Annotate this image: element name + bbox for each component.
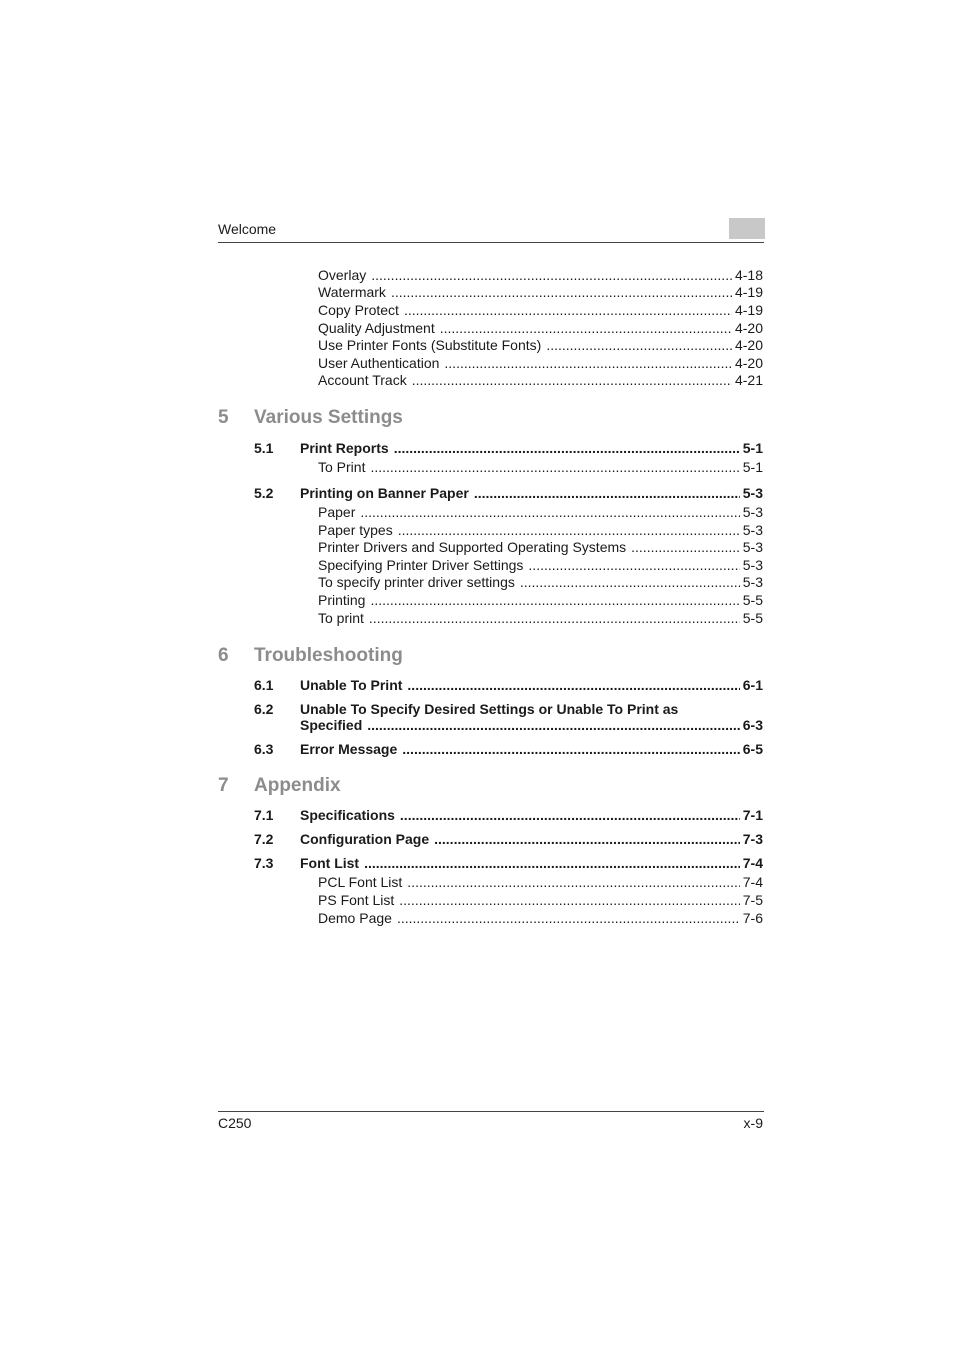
toc-section[interactable] <box>0 854 954 872</box>
toc-entry-title: User Authentication <box>318 355 440 371</box>
toc-entry-title: Printer Drivers and Supported Operating Systems <box>318 539 627 555</box>
toc-entry[interactable] <box>0 591 954 609</box>
toc-entry-title: To print <box>318 610 364 626</box>
toc-entry-page: 5-3 <box>742 522 763 538</box>
footer-model: C250 <box>218 1115 252 1131</box>
section-title: Unable To Print <box>300 677 403 693</box>
section-number: 6.3 <box>254 741 274 757</box>
toc-section[interactable] <box>0 676 954 694</box>
toc-entry-page: 4-18 <box>734 267 763 283</box>
section-title: Print Reports <box>300 440 389 456</box>
section-number: 6.1 <box>254 677 274 693</box>
toc-entry-page: 7-6 <box>742 910 763 926</box>
toc-section[interactable] <box>0 806 954 824</box>
toc-entry-title: Use Printer Fonts (Substitute Fonts) <box>318 337 542 353</box>
toc-entry-page: 5-5 <box>742 592 763 608</box>
toc-entry-title: Overlay <box>318 267 367 283</box>
chapter-number: 5 <box>218 407 229 428</box>
section-number: 6.2 <box>254 701 274 717</box>
toc-entry-title: PCL Font List <box>318 874 403 890</box>
toc-entry-title: Account Track <box>318 372 407 388</box>
toc-entry[interactable] <box>0 573 954 591</box>
chapter-title: Various Settings <box>254 407 403 428</box>
toc-entry-title: Demo Page <box>318 910 392 926</box>
toc-section[interactable] <box>0 484 954 502</box>
toc-entry-title: Specifying Printer Driver Settings <box>318 557 524 573</box>
section-number: 7.2 <box>254 831 274 847</box>
chapter-number: 7 <box>218 775 229 796</box>
toc-entry-page: 7-5 <box>742 892 763 908</box>
toc-entry[interactable] <box>0 538 954 556</box>
toc-entry-title: Printing <box>318 592 366 608</box>
chapter-number: 6 <box>218 645 229 666</box>
toc-entry-page: 5-3 <box>742 539 763 555</box>
toc-entry-page: 5-3 <box>742 574 763 590</box>
toc-entry-title: Quality Adjustment <box>318 320 435 336</box>
toc-entry[interactable] <box>0 371 954 389</box>
section-page: 7-4 <box>742 855 763 871</box>
section-page: 7-3 <box>742 831 763 847</box>
toc-entry-title: To specify printer driver settings <box>318 574 515 590</box>
toc-entry-title: Copy Protect <box>318 302 399 318</box>
section-title: Specifications <box>300 807 395 823</box>
section-title-line2: Specified <box>300 717 363 733</box>
section-page: 6-3 <box>742 717 763 733</box>
toc-section-continued[interactable] <box>0 716 954 734</box>
toc-entry-title: Watermark <box>318 284 386 300</box>
section-title: Error Message <box>300 741 398 757</box>
toc-entry-page: 5-1 <box>742 459 763 475</box>
footer-rule <box>218 1111 764 1112</box>
toc-entry[interactable] <box>0 873 954 891</box>
toc-entry[interactable] <box>0 909 954 927</box>
toc-section[interactable] <box>0 439 954 457</box>
toc-entry[interactable] <box>0 336 954 354</box>
toc-entry-title: To Print <box>318 459 366 475</box>
toc-entry-page: 4-21 <box>734 372 763 388</box>
toc-entry-page: 5-3 <box>742 504 763 520</box>
toc-entry[interactable] <box>0 283 954 301</box>
toc-section[interactable] <box>0 740 954 758</box>
section-title: Configuration Page <box>300 831 430 847</box>
header-rule <box>218 242 764 243</box>
chapter-title: Troubleshooting <box>254 645 403 666</box>
section-number: 7.3 <box>254 855 274 871</box>
section-number: 7.1 <box>254 807 274 823</box>
section-number: 5.2 <box>254 485 274 501</box>
section-title-line1: Unable To Specify Desired Settings or Unable To Print as <box>300 701 679 717</box>
toc-section[interactable] <box>0 830 954 848</box>
header-tab-marker <box>729 218 765 239</box>
toc-entry-page: 4-20 <box>734 320 763 336</box>
toc-entry-page: 4-20 <box>734 355 763 371</box>
toc-entry[interactable] <box>0 458 954 476</box>
section-title: Font List <box>300 855 360 871</box>
toc-entry-page: 5-3 <box>742 557 763 573</box>
toc-entry[interactable] <box>0 556 954 574</box>
toc-entry-page: 4-19 <box>734 302 763 318</box>
toc-entry-page: 7-4 <box>742 874 763 890</box>
toc-entry-title: PS Font List <box>318 892 395 908</box>
section-page: 5-3 <box>742 485 763 501</box>
toc-entry[interactable] <box>0 521 954 539</box>
toc-entry[interactable] <box>0 301 954 319</box>
chapter-title: Appendix <box>254 775 341 796</box>
section-number: 5.1 <box>254 440 274 456</box>
toc-entry[interactable] <box>0 266 954 284</box>
section-page: 7-1 <box>742 807 763 823</box>
toc-entry-page: 4-20 <box>734 337 763 353</box>
section-page: 6-5 <box>742 741 763 757</box>
section-page: 5-1 <box>742 440 763 456</box>
toc-entry-title: Paper types <box>318 522 393 538</box>
toc-entry[interactable] <box>0 354 954 372</box>
section-title: Printing on Banner Paper <box>300 485 469 501</box>
toc-entry-page: 4-19 <box>734 284 763 300</box>
toc-entry[interactable] <box>0 609 954 627</box>
section-page: 6-1 <box>742 677 763 693</box>
toc-entry-page: 5-5 <box>742 610 763 626</box>
toc-entry[interactable] <box>0 503 954 521</box>
toc-entry[interactable] <box>0 891 954 909</box>
toc-entry-title: Paper <box>318 504 356 520</box>
footer-page-number: x-9 <box>743 1115 763 1131</box>
toc-entry[interactable] <box>0 319 954 337</box>
running-header-title: Welcome <box>218 221 277 237</box>
